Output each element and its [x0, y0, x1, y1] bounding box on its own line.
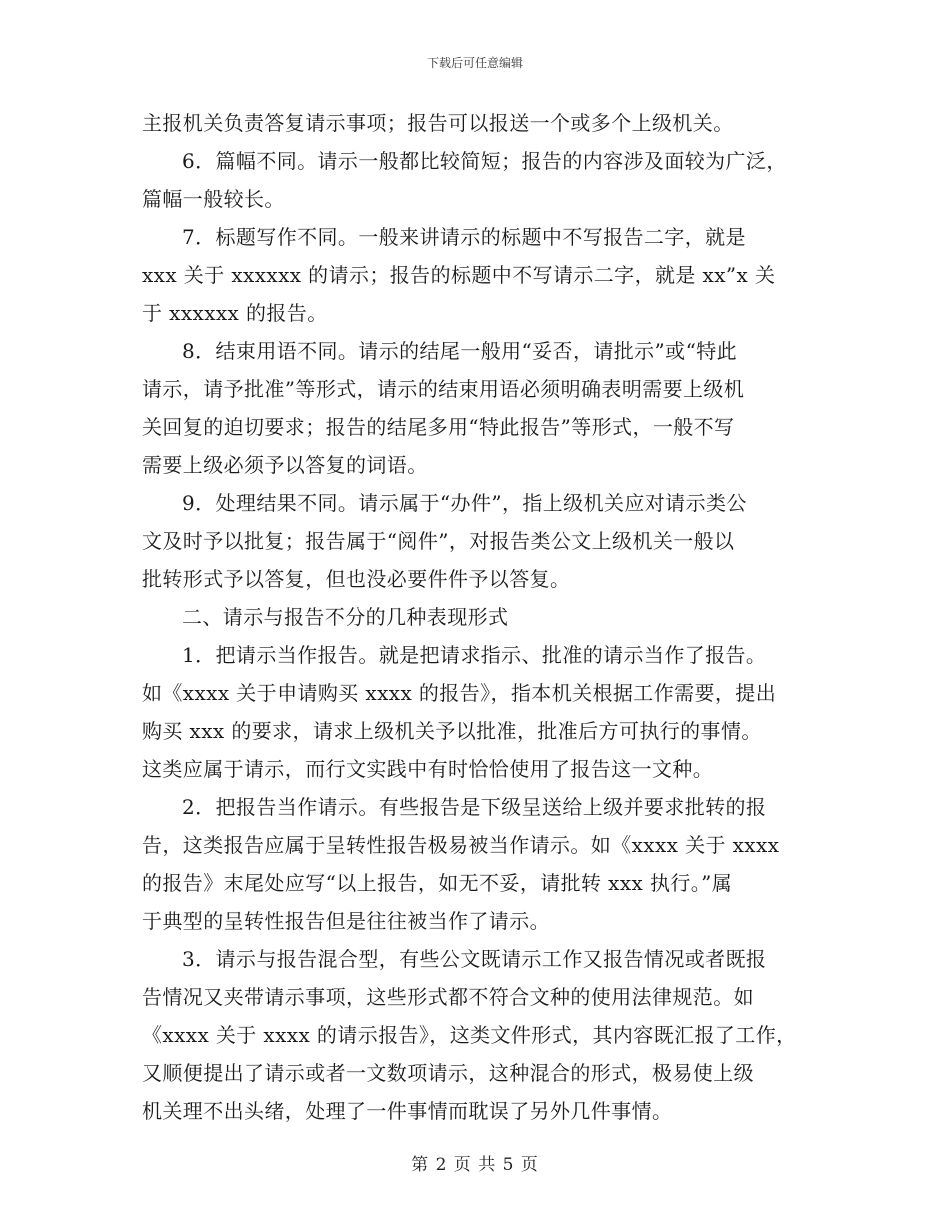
text-line: 这类应属于请示，而行文实践中有时恰恰使用了报告这一文种。 — [142, 757, 714, 781]
text-line: xxx 关于 xxxxxx 的请示；报告的标题中不写请示二字，就是 xx”x 关 — [142, 263, 776, 287]
text-line: 3．请示与报告混合型，有些公文既请示工作又报告情况或者既报 — [182, 947, 767, 971]
text-line: 如《xxxx 关于申请购买 xxxx 的报告》，指本机关根据工作需要，提出 — [142, 681, 777, 705]
text-line: 购买 xxx 的要求，请求上级机关予以批准，批准后方可执行的事情。 — [142, 719, 762, 743]
text-line: 2．把报告当作请示。有些报告是下级呈送给上级并要求批转的报 — [182, 795, 767, 819]
text-line: 请示，请予批准”等形式，请示的结束用语必须明确表明需要上级机 — [142, 377, 745, 401]
text-line: 机关理不出头绪，处理了一件事情而耽误了另外几件事情。 — [142, 1099, 673, 1123]
text-line: 文及时予以批复；报告属于“阅件”，对报告类公文上级机关一般以 — [142, 529, 735, 553]
text-line: 关回复的迫切要求；报告的结尾多用“特此报告”等形式，一般不写 — [142, 415, 735, 439]
page-number-footer: 第 2 页 共 5 页 — [411, 1155, 539, 1175]
text-line: 于典型的呈转性报告但是往往被当作了请示。 — [142, 909, 550, 933]
text-line: 需要上级必须予以答复的词语。 — [142, 453, 428, 477]
text-line: 《xxxx 关于 xxxx 的请示报告》，这类文件形式，其内容既汇报了工作， — [142, 1023, 797, 1047]
text-line: 1．把请示当作报告。就是把请求指示、批准的请示当作了报告。 — [182, 643, 767, 667]
text-line: 于 xxxxxx 的报告。 — [142, 301, 328, 325]
text-line: 9．处理结果不同。请示属于“办件”，指上级机关应对请示类公 — [182, 491, 747, 515]
text-line: 告，这类报告应属于呈转性报告极易被当作请示。如《xxxx 关于 xxxx — [142, 833, 780, 857]
section-heading: 二、请示与报告不分的几种表现形式 — [182, 605, 509, 629]
text-line: 7．标题写作不同。一般来讲请示的标题中不写报告二字，就是 — [182, 225, 746, 249]
document-body — [142, 104, 820, 1130]
text-line: 又顺便提出了请示或者一文数项请示，这种混合的形式，极易使上级 — [142, 1061, 754, 1085]
text-line: 6．篇幅不同。请示一般都比较简短；报告的内容涉及面较为广泛， — [182, 149, 787, 173]
page-header: 下载后可任意编辑 — [426, 56, 523, 70]
text-line: 8．结束用语不同。请示的结尾一般用“妥否，请批示”或“特此 — [182, 339, 737, 363]
text-line: 的报告》末尾处应写“以上报告，如无不妥，请批转 xxx 执行。”属 — [142, 871, 733, 895]
text-line: 告情况又夹带请示事项，这些形式都不符合文种的使用法律规范。如 — [142, 985, 754, 1009]
text-line: 主报机关负责答复请示事项；报告可以报送一个或多个上级机关。 — [142, 111, 734, 135]
text-line: 篇幅一般较长。 — [142, 187, 285, 211]
text-line: 批转形式予以答复，但也没必要件件予以答复。 — [142, 567, 571, 591]
